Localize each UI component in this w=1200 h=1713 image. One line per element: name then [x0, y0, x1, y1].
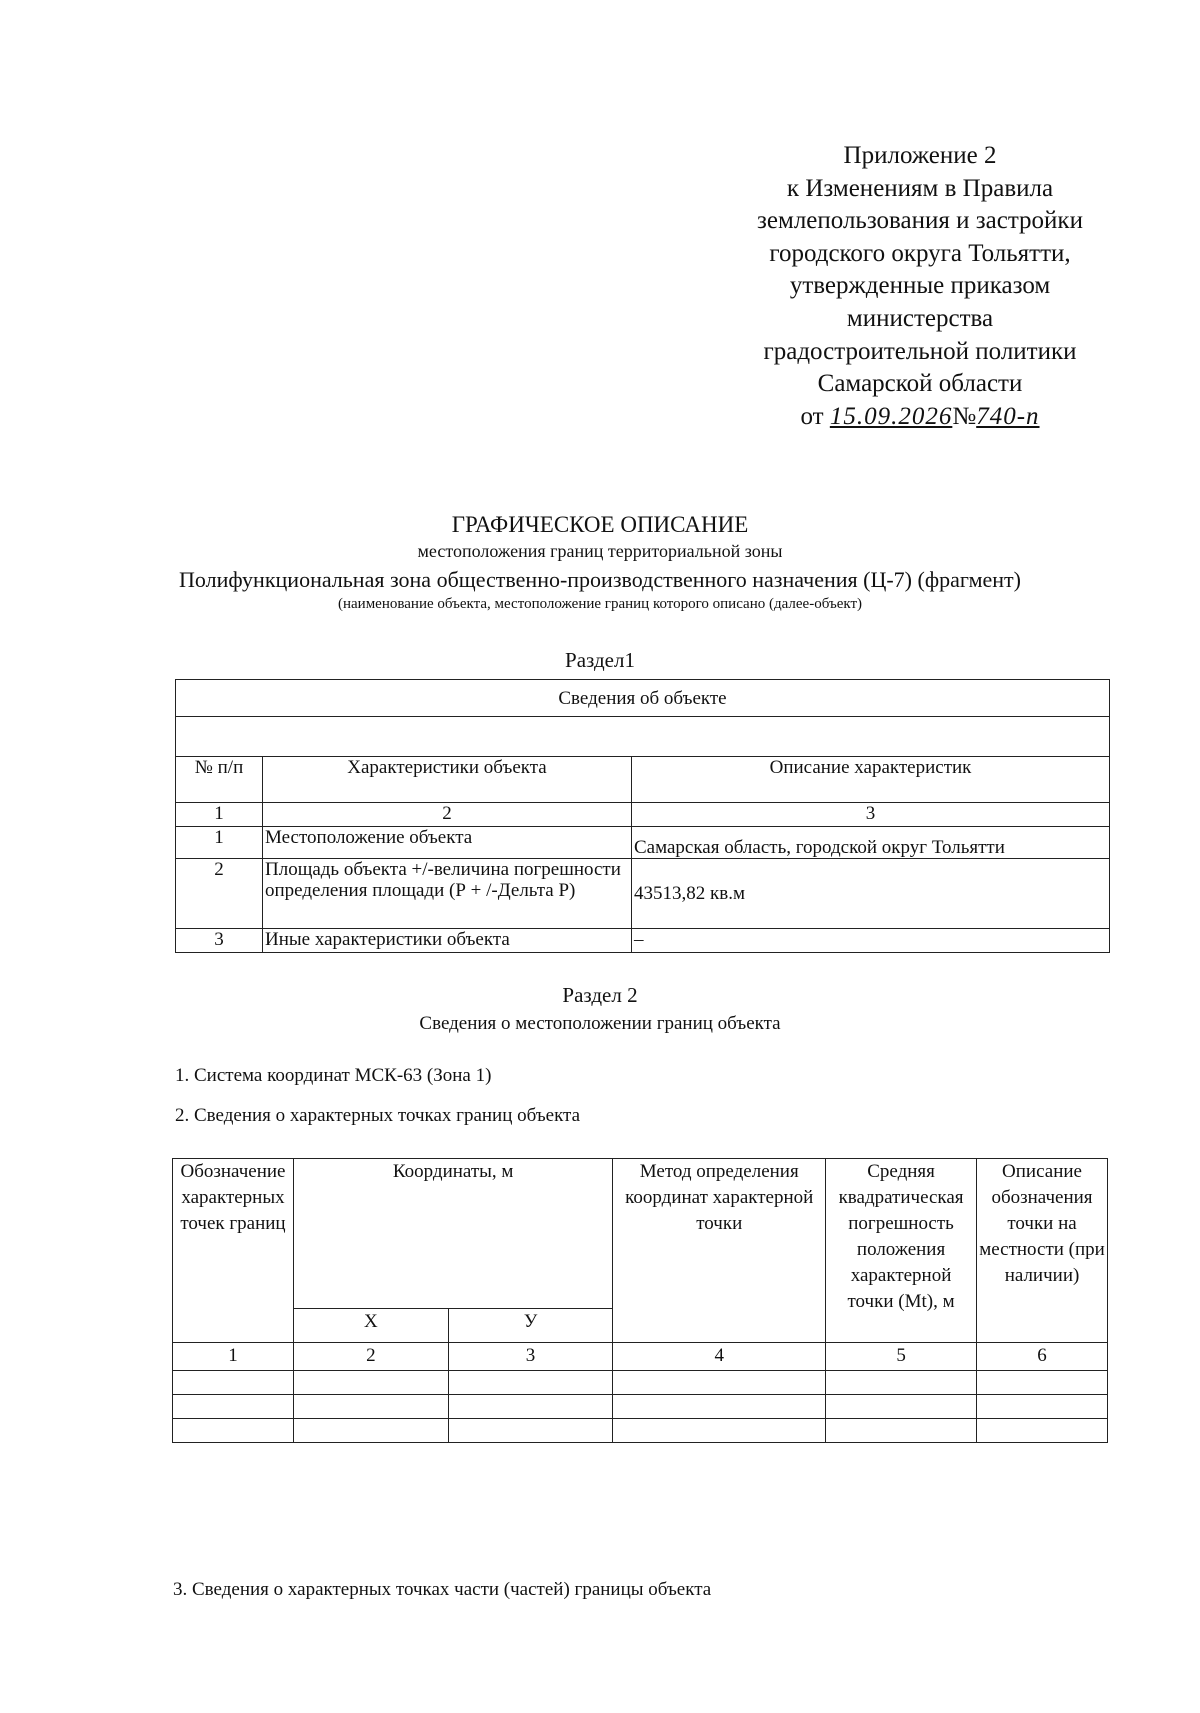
document-title: ГРАФИЧЕСКОЕ ОПИСАНИЕ	[451, 512, 749, 537]
table-row	[176, 827, 1110, 859]
appendix-line: Самарской области	[817, 370, 1023, 398]
col-number: 3	[632, 803, 1110, 827]
header-description: Описание характеристик	[632, 757, 1110, 803]
empty-cell	[613, 1371, 826, 1395]
table-title: Сведения об объекте	[176, 680, 1110, 717]
appendix-line: городского округа Тольятти,	[769, 239, 1071, 267]
row-value: 43513,82 кв.м	[632, 859, 1110, 929]
empty-cell	[293, 1395, 448, 1419]
boundary-points-table	[172, 1158, 1108, 1443]
empty-cell	[977, 1371, 1108, 1395]
empty-cell	[826, 1419, 977, 1443]
empty-cell	[173, 1371, 294, 1395]
row-number: 2	[176, 859, 263, 929]
table-row	[176, 859, 1110, 929]
appendix-line: утвержденные приказом	[789, 272, 1051, 300]
empty-cell	[173, 1419, 294, 1443]
section2-title: Раздел 2	[562, 983, 638, 1007]
object-note: (наименование объекта, местоположение границ которого описано (далее-объект)	[337, 596, 863, 612]
row-name: Местоположение объекта	[263, 827, 632, 859]
header-method: Метод определения координат характерной точки	[613, 1159, 826, 1343]
empty-cell	[448, 1419, 613, 1443]
row-number: 1	[176, 827, 263, 859]
row-name: Иные характеристики объекта	[263, 929, 632, 953]
header-error: Средняя квадратическая погрешность положения характерной точки (Мt), м	[826, 1159, 977, 1343]
empty-cell	[977, 1419, 1108, 1443]
document-subtitle: местоположения границ территориальной зоны	[417, 541, 783, 561]
header-number: № п/п	[176, 757, 263, 803]
header-description: Описание обозначения точки на местности (при наличии)	[977, 1159, 1108, 1343]
appendix-line: градостроительной политики	[763, 337, 1077, 365]
empty-cell	[977, 1395, 1108, 1419]
col-number: 3	[448, 1343, 613, 1371]
row-value: –	[632, 929, 1110, 953]
empty-row	[176, 717, 1110, 757]
empty-cell	[448, 1395, 613, 1419]
col-number: 1	[173, 1343, 294, 1371]
date-prefix: от	[800, 402, 824, 430]
col-number: 2	[293, 1343, 448, 1371]
appendix-line: министерства	[846, 304, 994, 332]
header-characteristics: Характеристики объекта	[263, 757, 632, 803]
appendix-header	[690, 140, 1150, 433]
empty-cell	[826, 1395, 977, 1419]
header-point: Обозначение характерных точек границ	[173, 1159, 294, 1343]
col-number: 2	[263, 803, 632, 827]
section1-title: Раздел1	[565, 648, 635, 672]
empty-cell	[293, 1371, 448, 1395]
empty-cell	[613, 1419, 826, 1443]
empty-cell	[173, 1395, 294, 1419]
table-row	[173, 1419, 1108, 1443]
appendix-line: к Изменениям в Правила	[786, 174, 1054, 202]
row-number: 3	[176, 929, 263, 953]
header-coordinates: Координаты, м	[293, 1159, 612, 1309]
appendix-line: Приложение 2	[843, 142, 997, 169]
appendix-line: землепользования и застройки	[757, 207, 1083, 235]
handwritten-number: 740-п	[976, 402, 1040, 430]
col-number: 1	[176, 803, 263, 827]
number-sign: №	[952, 402, 977, 430]
empty-cell	[293, 1419, 448, 1443]
object-info-table	[175, 679, 1110, 953]
item-part-points: 3. Сведения о характерных точках части (частей) границы объекта	[173, 1579, 712, 1600]
col-number: 4	[613, 1343, 826, 1371]
table-row	[176, 929, 1110, 953]
empty-cell	[613, 1395, 826, 1419]
empty-cell	[826, 1371, 977, 1395]
row-name: Площадь объекта +/-величина погрешности определения площади (Р + /-Дельта Р)	[263, 859, 632, 929]
handwritten-date: 15.09.2026	[829, 402, 953, 430]
row-value: Самарская область, городской округ Тольятти	[632, 827, 1110, 859]
section2-subtitle: Сведения о местоположении границ объекта	[419, 1013, 781, 1034]
col-number: 6	[977, 1343, 1108, 1371]
header-x: Х	[293, 1309, 448, 1343]
table-row	[173, 1371, 1108, 1395]
table-row	[173, 1395, 1108, 1419]
item-coordinate-system: 1. Система координат МСК-63 (Зона 1)	[175, 1065, 492, 1086]
appendix-date-line	[690, 401, 1150, 434]
col-number: 5	[826, 1343, 977, 1371]
zone-name: Полифункциональная зона общественно-производственного назначения (Ц-7) (фрагмент)	[179, 567, 1021, 592]
item-boundary-points: 2. Сведения о характерных точках границ объекта	[175, 1105, 581, 1126]
empty-cell	[448, 1371, 613, 1395]
header-y: У	[448, 1309, 613, 1343]
